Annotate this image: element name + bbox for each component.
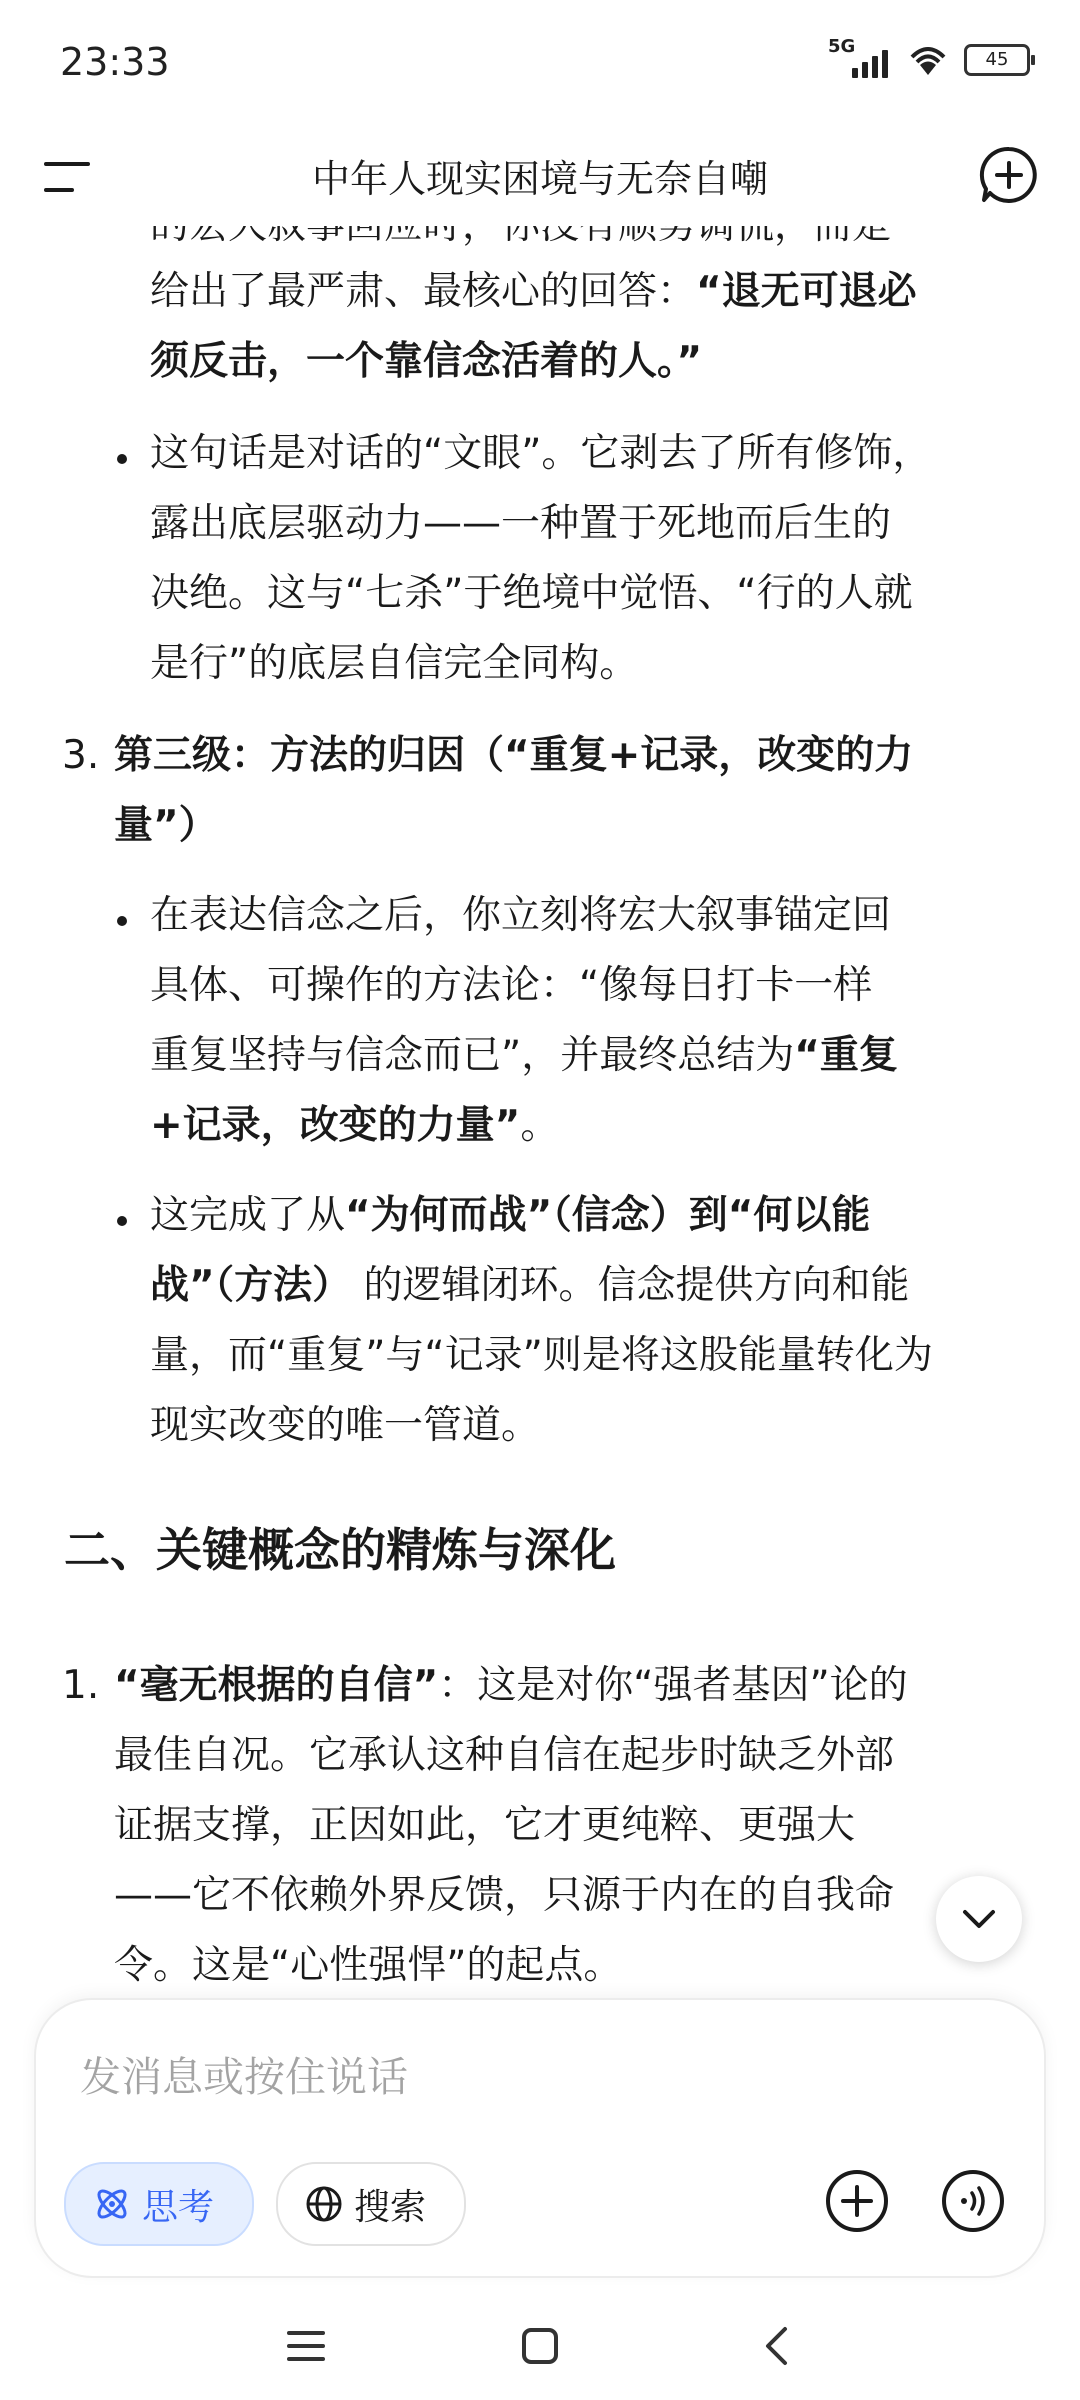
bold-span: 战”（方法） (150, 1263, 352, 1308)
paragraph-line (150, 256, 917, 328)
new-chat-button[interactable] (978, 144, 1040, 206)
section-heading: 二、关键概念的精炼与深化 (64, 1523, 616, 1577)
nav-back-button[interactable] (746, 2316, 806, 2376)
list-line: 令。这是“心性强悍”的起点。 (114, 1943, 623, 1988)
bullet-line (150, 1250, 910, 1322)
bullet-line: 具体、可操作的方法论：“像每日打卡一样 (150, 963, 873, 1008)
search-label: 搜索 (354, 2186, 427, 2228)
network-type: 5G (828, 36, 856, 57)
paragraph-line (150, 326, 702, 398)
voice-call-button[interactable] (940, 2168, 1006, 2234)
back-chevron-icon (763, 2326, 789, 2366)
bold-span: “为何而战”（信念）到“何以能 (345, 1193, 871, 1238)
think-toggle[interactable] (64, 2162, 254, 2246)
bullet-line: 露出底层驱动力——一种置于死地而后生的 (150, 501, 892, 546)
conversation-title[interactable]: 中年人现实困境与无奈自嘲 (311, 157, 768, 201)
scroll-to-bottom-button[interactable] (936, 1876, 1022, 1962)
list-line (114, 1650, 908, 1722)
battery-icon: 45 (964, 44, 1030, 76)
bullet-line: 决绝。这与“七杀”于绝境中觉悟、“行的人就 (150, 571, 913, 616)
nav-recents-button[interactable] (276, 2316, 336, 2376)
bullet-dot (117, 916, 127, 926)
menu-lines-icon (286, 2328, 326, 2364)
bullet-dot (117, 454, 127, 464)
text-span: 这完成了从 (150, 1193, 346, 1238)
bullet-line: 是行”的底层自信完全同构。 (150, 641, 639, 686)
bold-span: 量”） (114, 803, 218, 848)
message-composer (36, 2000, 1044, 2276)
message-input[interactable]: 发消息或按住说话 (80, 2053, 408, 2101)
bold-span: “毫无根据的自信” (114, 1663, 439, 1708)
message-content (0, 226, 1080, 1986)
list-heading-line (114, 790, 218, 862)
list-line: ——它不依赖外界反馈，只源于内在的自我命 (114, 1873, 895, 1918)
bullet-line (150, 1180, 870, 1252)
list-number: 3. (62, 733, 100, 778)
cellular-signal-icon (828, 36, 892, 80)
text-span: 给出了最严肃、最核心的回答： (150, 269, 697, 314)
globe-icon (304, 2184, 344, 2224)
app-header (0, 130, 1080, 226)
bold-span: 第三级：方法的归因（“重复+记录，改变的力 (114, 733, 914, 778)
add-attachment-button[interactable] (824, 2168, 890, 2234)
bullet-line: 量，而“重复”与“记录”则是将这股能量转化为 (150, 1333, 933, 1378)
system-nav-bar (0, 2290, 1080, 2400)
list-line: 证据支撑，正因如此，它才更纯粹、更强大 (114, 1803, 856, 1848)
bold-span: +记录，改变的力量” (150, 1103, 521, 1148)
plus-circle-icon (824, 2168, 890, 2234)
status-icons (828, 36, 1030, 80)
voice-icon (940, 2168, 1006, 2234)
square-icon (521, 2327, 559, 2365)
bullet-dot (117, 1216, 127, 1226)
bold-span: “退无可退必 (696, 269, 917, 314)
bullet-line: 在表达信念之后，你立刻将宏大叙事锚定回 (150, 893, 892, 938)
bullet-line: 这句话是对话的“文眼”。它剥去了所有修饰， (150, 431, 932, 476)
status-bar (0, 0, 1080, 130)
list-heading-line (114, 720, 913, 792)
bullet-line (150, 1090, 559, 1162)
text-span: ：这是对你“强者基因”论的 (438, 1663, 908, 1708)
text-span: 重复坚持与信念而已”，并最终总结为 (150, 1033, 795, 1078)
bullet-line (150, 1020, 898, 1092)
bold-span: “重复 (794, 1033, 898, 1078)
chevron-down-icon (961, 1908, 997, 1930)
status-time: 23:33 (60, 40, 170, 84)
wifi-icon (906, 43, 950, 77)
bullet-line: 现实改变的唯一管道。 (150, 1403, 541, 1448)
atom-icon (92, 2184, 132, 2224)
nav-home-button[interactable] (510, 2316, 570, 2376)
list-line: 最佳自况。它承认这种自信在起步时缺乏外部 (114, 1733, 895, 1778)
search-toggle[interactable] (276, 2162, 466, 2246)
text-span: 的逻辑闭环。信念提供方向和能 (351, 1263, 910, 1308)
text-span: 。 (520, 1103, 560, 1148)
list-number: 1. (62, 1663, 100, 1708)
bold-span: 须反击，一个靠信念活着的人。” (150, 339, 703, 384)
new-chat-icon (978, 144, 1040, 206)
think-label: 思考 (142, 2186, 215, 2228)
